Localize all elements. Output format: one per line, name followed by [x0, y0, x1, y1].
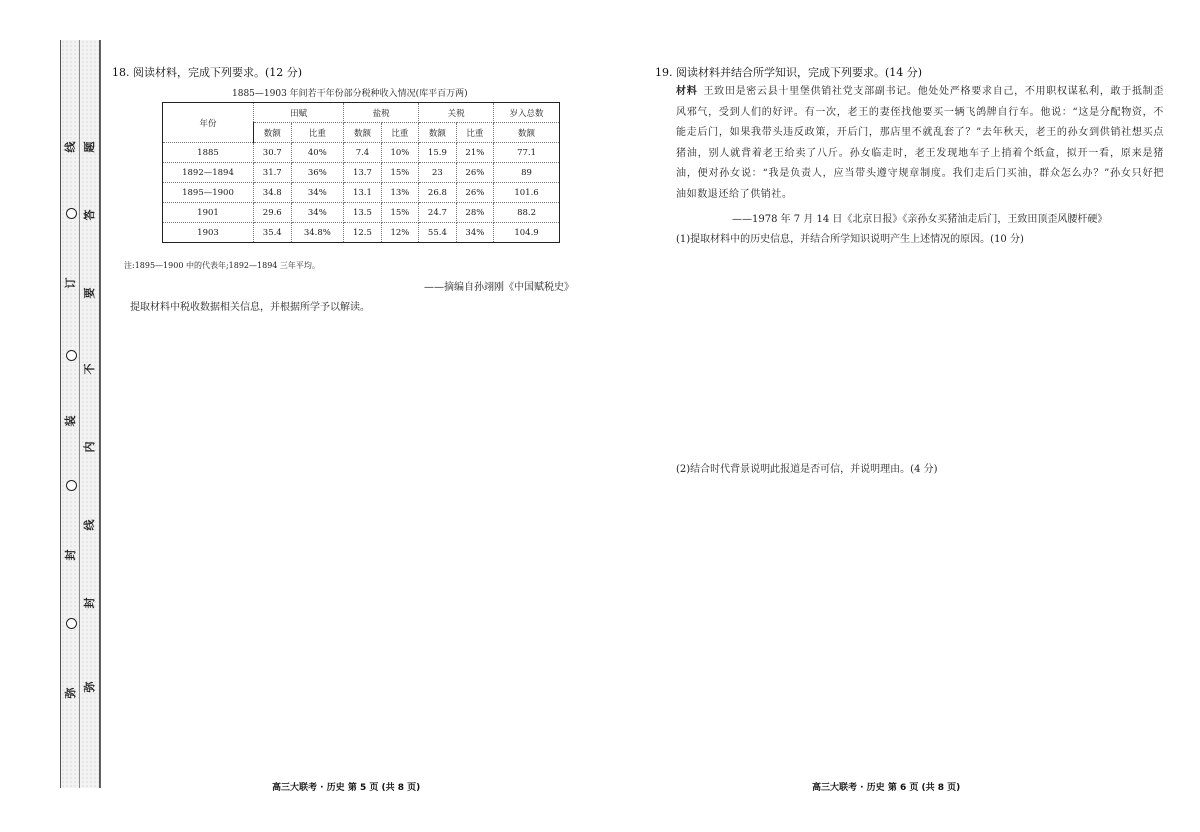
q19-material [676, 82, 1164, 205]
subheader-amount: 数额 [344, 123, 382, 143]
table-row [163, 163, 560, 183]
strip-char-yao: 要 [83, 287, 96, 299]
header-yanshui: 盐税 [344, 103, 419, 123]
cell-value: 23 [419, 163, 457, 183]
header-tianfu: 田赋 [254, 103, 344, 123]
subheader-share: 比重 [291, 123, 344, 143]
cell-year: 1885 [163, 143, 254, 163]
cell-year: 1892—1894 [163, 163, 254, 183]
q19-sub-question-2: (2)结合时代背景说明此报道是否可信，并说明理由。(4 分) [676, 464, 938, 475]
q19-source: ——1978 年 7 月 14 日《北京日报》《亲孙女买猪油走后门，王致田顶歪风腰杆硬》 [732, 214, 1108, 225]
cell-year: 1901 [163, 203, 254, 223]
material-label: 材料 [676, 86, 698, 97]
q19-sub-question-1: (1)提取材料中的历史信息，并结合所学知识说明产生上述情况的原因。(10 分) [676, 234, 1024, 245]
cell-value: 21% [456, 143, 493, 163]
cell-value: 13% [381, 183, 418, 203]
strip-char-nei: 内 [83, 441, 96, 453]
cell-value: 36% [291, 163, 344, 183]
cell-value: 28% [456, 203, 493, 223]
table-row [163, 143, 560, 163]
q18-table-note: 注:1895—1900 中的代表年;1892—1894 三年平均。 [124, 261, 320, 270]
cell-value: 15% [381, 163, 418, 183]
cell-value: 34% [456, 223, 493, 243]
strip-char-mi-outer: 弥 [64, 687, 77, 699]
binding-strip [60, 40, 100, 788]
cell-value: 12% [381, 223, 418, 243]
cell-value: 101.6 [494, 183, 560, 203]
cell-value: 13.7 [344, 163, 382, 183]
header-total: 岁入总数 [494, 103, 560, 123]
subheader-amount: 数额 [494, 123, 560, 143]
strip-char-mi-inner: 弥 [83, 681, 96, 693]
cell-value: 15% [381, 203, 418, 223]
strip-char-feng-outer: 封 [64, 549, 77, 561]
cell-value: 12.5 [344, 223, 382, 243]
cell-value: 77.1 [494, 143, 560, 163]
cell-value: 89 [494, 163, 560, 183]
binding-rule [100, 40, 101, 788]
cell-value: 26% [456, 183, 493, 203]
q18-table-caption: 1885—1903 年间若干年份部分税种收入情况(库平百万两) [232, 89, 468, 99]
strip-char-bu: 不 [83, 363, 96, 375]
cell-year: 1895—1900 [163, 183, 254, 203]
subheader-share: 比重 [381, 123, 418, 143]
material-text: 王致田是密云县十里堡供销社党支部副书记。他处处严格要求自己，不用职权谋私利，敢于抵制歪风邪气，受到人们的好评。有一次，老王的妻侄找他要买一辆飞鸽牌自行车。他说：“这是分配物资，不能走后门，如果我带头违反政策，开后门，那店里不就乱套了？”去年秋天，老王的孙女到供销社想买点猪油，别人就背着老王给卖了八斤。孙女临走时，老王发现地车子上捎着个纸盒，拟开一看，原来是猪油，便对孙女说：“我是负责人，应当带头遵守规章制度。我们走后门买油，群众怎么办？”孙女只好把油如数退还给了供销社。 [676, 86, 1164, 200]
q18-title: 18. 阅读材料，完成下列要求。(12 分) [112, 66, 303, 79]
strip-char-xian-inner: 线 [83, 519, 96, 531]
cell-value: 15.9 [419, 143, 457, 163]
header-year: 年份 [163, 103, 254, 143]
cell-value: 10% [381, 143, 418, 163]
strip-char-ding: 订 [64, 277, 77, 289]
cell-value: 88.2 [494, 203, 560, 223]
header-guanshui: 关税 [419, 103, 494, 123]
cell-value: 34.8 [254, 183, 292, 203]
cell-value: 34% [291, 203, 344, 223]
table-row [163, 203, 560, 223]
cell-value: 13.5 [344, 203, 382, 223]
strip-char-ti: 题 [83, 141, 96, 153]
tax-revenue-table [162, 102, 560, 243]
footer-page-5: 高三大联考 · 历史 第 5 页 (共 8 页) [272, 783, 421, 793]
cell-value: 13.1 [344, 183, 382, 203]
cell-value: 55.4 [419, 223, 457, 243]
q18-source: ——摘编自孙翊刚《中国赋税史》 [424, 282, 574, 293]
cell-value: 26.8 [419, 183, 457, 203]
subheader-share: 比重 [456, 123, 493, 143]
strip-circle [66, 208, 77, 219]
strip-char-xian-outer: 线 [64, 141, 77, 153]
q19-title: 19. 阅读材料并结合所学知识，完成下列要求。(14 分) [655, 66, 923, 79]
strip-circle [66, 350, 77, 361]
q18-requirement: 提取材料中税收数据相关信息，并根据所学予以解读。 [130, 302, 370, 313]
footer-page-6: 高三大联考 · 历史 第 6 页 (共 8 页) [812, 783, 961, 793]
cell-value: 7.4 [344, 143, 382, 163]
cell-value: 24.7 [419, 203, 457, 223]
cell-value: 26% [456, 163, 493, 183]
subheader-amount: 数额 [419, 123, 457, 143]
strip-circle [66, 618, 77, 629]
cell-value: 30.7 [254, 143, 292, 163]
cell-value: 34.8% [291, 223, 344, 243]
cell-value: 40% [291, 143, 344, 163]
cell-value: 104.9 [494, 223, 560, 243]
subheader-amount: 数额 [254, 123, 292, 143]
cell-value: 29.6 [254, 203, 292, 223]
table-row [163, 223, 560, 243]
table-row [163, 183, 560, 203]
strip-char-zhuang: 装 [64, 415, 77, 427]
strip-char-feng-inner: 封 [83, 597, 96, 609]
cell-value: 35.4 [254, 223, 292, 243]
strip-circle [66, 480, 77, 491]
cell-value: 31.7 [254, 163, 292, 183]
cell-year: 1903 [163, 223, 254, 243]
cell-value: 34% [291, 183, 344, 203]
strip-char-da: 答 [83, 209, 96, 221]
binding-divider [79, 40, 80, 788]
